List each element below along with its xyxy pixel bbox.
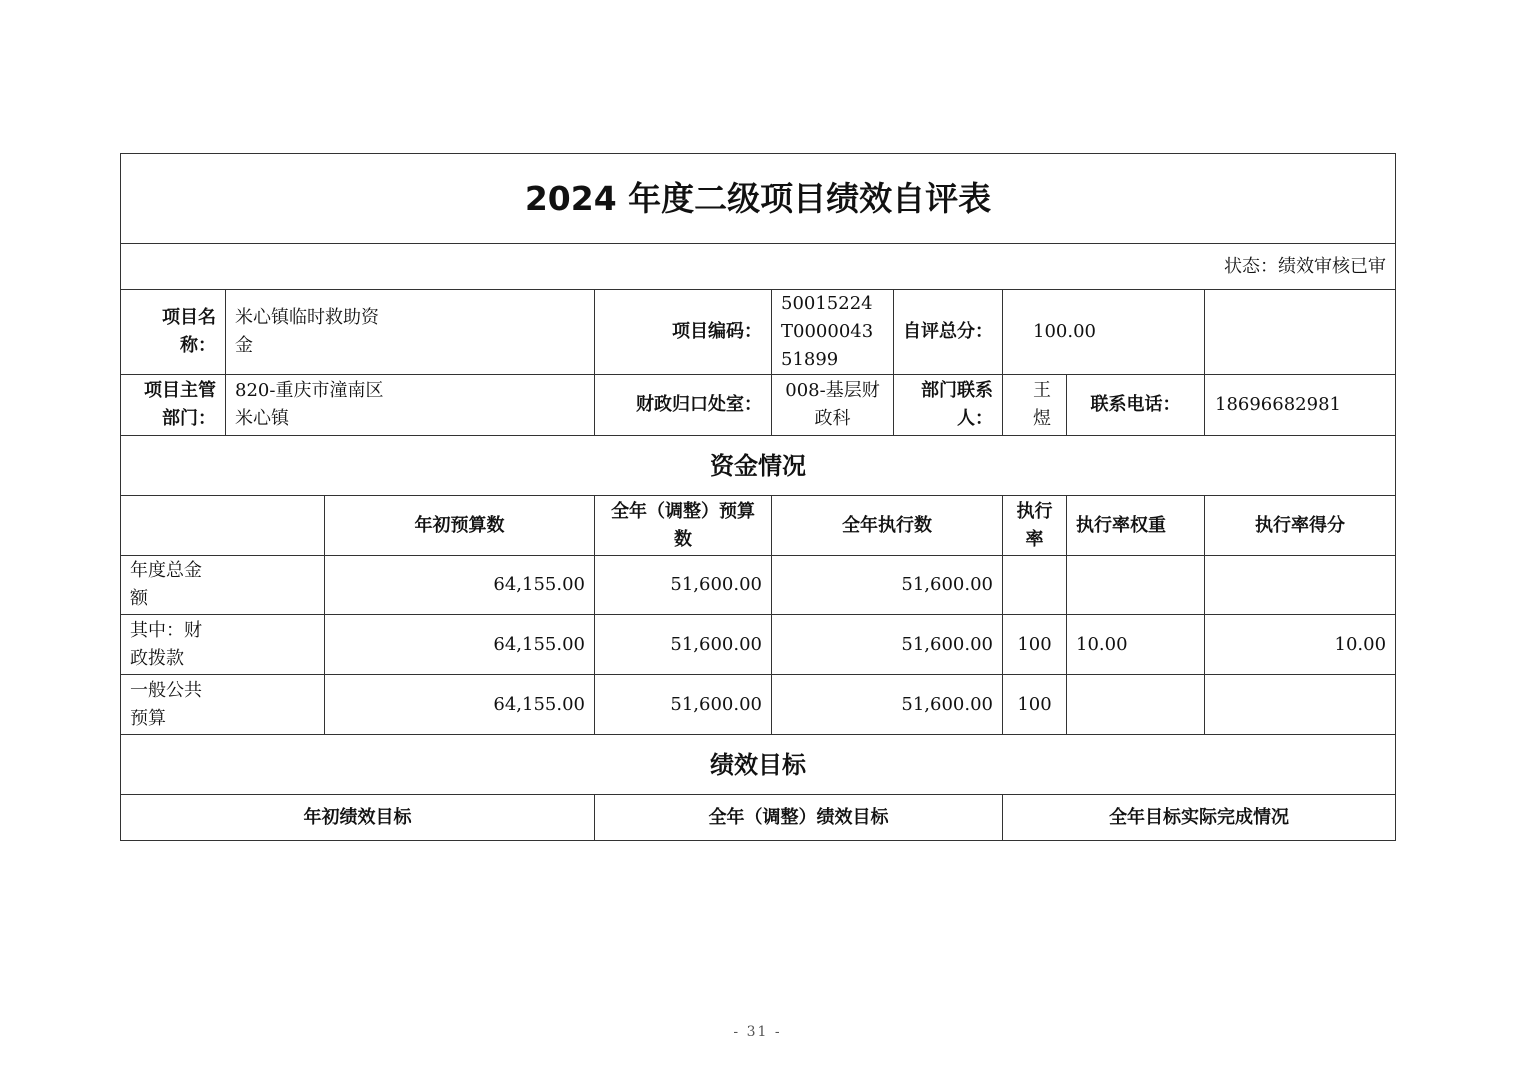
header-rate-weight: 执行率权重 <box>1067 496 1205 556</box>
performance-table <box>120 153 1396 841</box>
row-label: 一般公共预算 <box>121 675 325 735</box>
project-name-value: 米心镇临时救助资金 <box>226 290 595 375</box>
rate-value: 100 <box>1003 675 1067 735</box>
score-value: 10.00 <box>1205 615 1396 675</box>
weight-value <box>1067 556 1205 615</box>
dept-value: 820-重庆市潼南区米心镇 <box>226 375 595 436</box>
table-row <box>121 675 1396 735</box>
initial-value: 64,155.00 <box>325 675 595 735</box>
empty-cell <box>1205 290 1396 375</box>
header-executed: 全年执行数 <box>772 496 1003 556</box>
adjusted-value: 51,600.00 <box>595 615 772 675</box>
header-initial-goal: 年初绩效目标 <box>121 795 595 841</box>
rate-value: 100 <box>1003 615 1067 675</box>
contact-label: 部门联系人： <box>894 375 1003 436</box>
header-actual-completion: 全年目标实际完成情况 <box>1003 795 1396 841</box>
initial-value: 64,155.00 <box>325 615 595 675</box>
weight-value <box>1067 675 1205 735</box>
phone-cell <box>1205 375 1396 436</box>
header-initial-budget: 年初预算数 <box>325 496 595 556</box>
initial-value: 64,155.00 <box>325 556 595 615</box>
weight-value: 10.00 <box>1067 615 1205 675</box>
project-name-label: 项目名称： <box>121 290 226 375</box>
executed-value: 51,600.00 <box>772 675 1003 735</box>
header-adjusted-budget: 全年（调整）预算数 <box>595 496 772 556</box>
row-label: 其中：财政拨款 <box>121 615 325 675</box>
phone-label-cell <box>1067 375 1205 436</box>
project-code-value: 50015224T000004351899 <box>772 290 894 375</box>
finance-office-value: 008-基层财政科 <box>772 375 894 436</box>
header-adjusted-goal: 全年（调整）绩效目标 <box>595 795 1003 841</box>
rate-value <box>1003 556 1067 615</box>
row-label: 年度总金额 <box>121 556 325 615</box>
page-number: - 31 - <box>733 1024 782 1040</box>
table-row <box>121 615 1396 675</box>
executed-value: 51,600.00 <box>772 615 1003 675</box>
score-value <box>1205 556 1396 615</box>
total-score-label: 自评总分： <box>894 290 1003 375</box>
dept-label: 项目主管部门： <box>121 375 226 436</box>
header-exec-rate: 执行率 <box>1003 496 1067 556</box>
phone-label: 联系电话： <box>1090 394 1181 415</box>
adjusted-value: 51,600.00 <box>595 675 772 735</box>
finance-office-label: 财政归口处室： <box>595 375 772 436</box>
score-value <box>1205 675 1396 735</box>
project-code-label: 项目编码： <box>595 290 772 375</box>
adjusted-value: 51,600.00 <box>595 556 772 615</box>
funds-heading: 资金情况 <box>121 436 1396 496</box>
header-rate-score: 执行率得分 <box>1205 496 1396 556</box>
total-score-value: 100.00 <box>1003 290 1205 375</box>
contact-value: 王煜 <box>1003 375 1067 436</box>
executed-value: 51,600.00 <box>772 556 1003 615</box>
funds-header-blank <box>121 496 325 556</box>
table-row <box>121 556 1396 615</box>
page-title: 2024 年度二级项目绩效自评表 <box>121 154 1396 244</box>
phone-value: 18696682981 <box>1215 394 1341 415</box>
goals-heading: 绩效目标 <box>121 735 1396 795</box>
status-text: 状态：绩效审核已审 <box>121 244 1396 290</box>
